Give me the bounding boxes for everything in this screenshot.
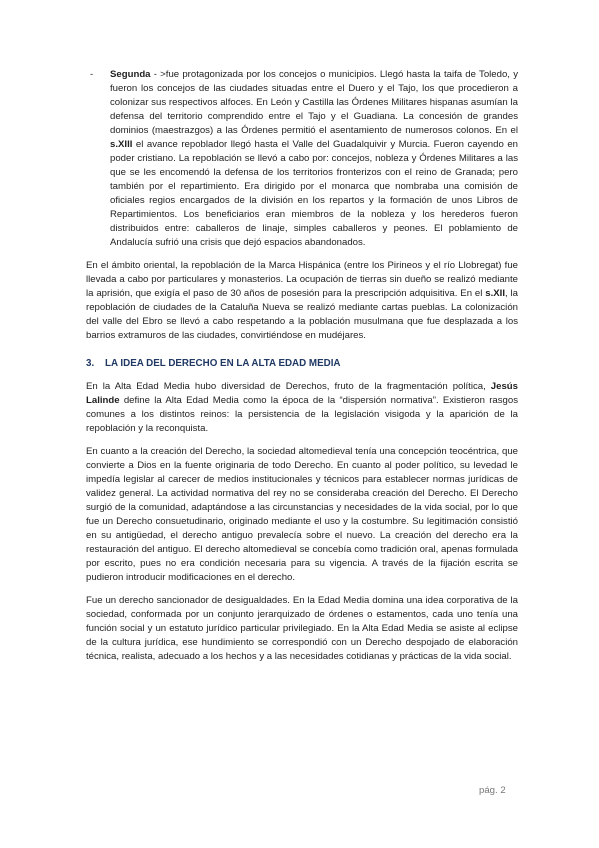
page-number: pág. 2 — [479, 785, 506, 796]
bullet-text-2: el avance repoblador llegó hasta el Valle del Guadalquivir y Murcia. Fueron cayendo en poder cristiano. La repoblación se llevó a cabo por: concejos, nobleza y Órdenes Militares a las que se les encomendó la defensa de los territorios fronterizos con el reino de Granada; pero también por el repartimiento. Era dirigido por el monarca que nombraba una comisión de oficiales regios encargados de la división en los repartos y la formación de unos Libros de Repartimientos. Los beneficiarios eran miembros de la nobleza y los herederos fueron distribuidos entre: caballeros de linaje, simples caballeros y peones. El poblamiento de Andalucía sufrió una crisis que dejó espacios abandonados. — [110, 139, 518, 248]
bullet-dash: - — [90, 69, 94, 80]
section-title: LA IDEA DEL DERECHO EN LA ALTA EDAD MEDIA — [105, 358, 341, 369]
bullet-paragraph — [110, 68, 518, 250]
section-number: 3. — [86, 358, 95, 369]
century-label: s.XII — [485, 288, 505, 299]
paragraph-text-2: , la repoblación de ciudades de la Cataluña Nueva se realizó mediante cartas pueblas. La colonización del valle del Ebro se llevó a cabo respetando a la población musulmana que fue desplazada a los barrios extramuros de las ciudades, convirtiéndose en mudéjares. — [86, 288, 518, 341]
bullet-term: Segunda — [110, 69, 151, 80]
document-body — [86, 68, 518, 664]
paragraph-text-1: En la Alta Edad Media hubo diversidad de Derechos, fruto de la fragmentación política, — [86, 381, 491, 392]
section-heading — [86, 357, 518, 371]
paragraph-desigualdades: Fue un derecho sancionador de desigualdades. En la Edad Media domina una idea corporativa de la sociedad, conformada por un conjunto jerarquizado de órdenes o estamentos, cada uno tenía una función social y un estatuto jurídico particular privilegiado. En la Alta Edad Media se asiste al eclipse de la cultura jurídica, ese hundimiento se correspondió con un Derecho despojado de elaboración técnica, realista, adecuado a los hechos y a las necesidades cotidianas y prácticas de la vida social. — [86, 595, 518, 662]
paragraph-text-2: define la Alta Edad Media como la época de la “dispersión normativa”. Existieron rasgos comunes a los distintos reinos: la persistencia de la legislación visigoda y la aparición de la repoblación y la reconquista. — [86, 395, 518, 434]
paragraph-text-1: En el ámbito oriental, la repoblación de la Marca Hispánica (entre los Pirineos y el río Llobregat) fue llevada a cabo por particulares y monasterios. La ocupación de tierras sin dueño se realizó mediante la aprisión, que exigía el paso de 30 años de posesión para la prescripción adquisitiva. En el — [86, 260, 518, 299]
bullet-item — [86, 68, 518, 250]
author-name: Jesús Lalinde — [86, 381, 518, 406]
paragraph-marca-hispanica — [86, 259, 518, 343]
bullet-text-1: - >fue protagonizada por los concejos o municipios. Llegó hasta la taifa de Toledo, y fueron los concejos de las ciudades situadas entre el Duero y el Tajo, los que procedieron a colonizar sus respectivos alfoces. En León y Castilla las Órdenes Militares hispanas asumían la defensa del territorio comprendido entre el Tajo y el Guadiana. La concesión de grandes dominios (maestrazgos) a las Órdenes permitió el asentamiento de numerosos colonos. En el — [110, 69, 518, 136]
century-label: s.XIII — [110, 139, 133, 150]
paragraph-creacion-derecho: En cuanto a la creación del Derecho, la sociedad altomedieval tenía una concepción teocéntrica, que convierte a Dios en la fuente originaria de todo Derecho. En cuanto al poder político, su levedad le impedía legislar al carecer de medios institucionales y técnicos para establecer normas jurídicas de validez general. La actividad normativa del rey no se consideraba creación del Derecho. El Derecho surgió de la comunidad, adaptándose a las circunstancias y necesidades de la vida social, por lo que fue un Derecho consuetudinario, originado mediante el uso y la costumbre. Su legitimación consistió en su antigüedad, el derecho antiguo prevalecía sobre el nuevo. La creación del derecho era la restauración del antiguo. El derecho altomedieval se concebía como tradición oral, apenas formulada por escrito, pues no era condición necesaria para su vigencia. A través de la fijación escrita se pudieron introducir modificaciones en el derecho. — [86, 446, 518, 583]
paragraph-dispersion-normativa — [86, 380, 518, 436]
